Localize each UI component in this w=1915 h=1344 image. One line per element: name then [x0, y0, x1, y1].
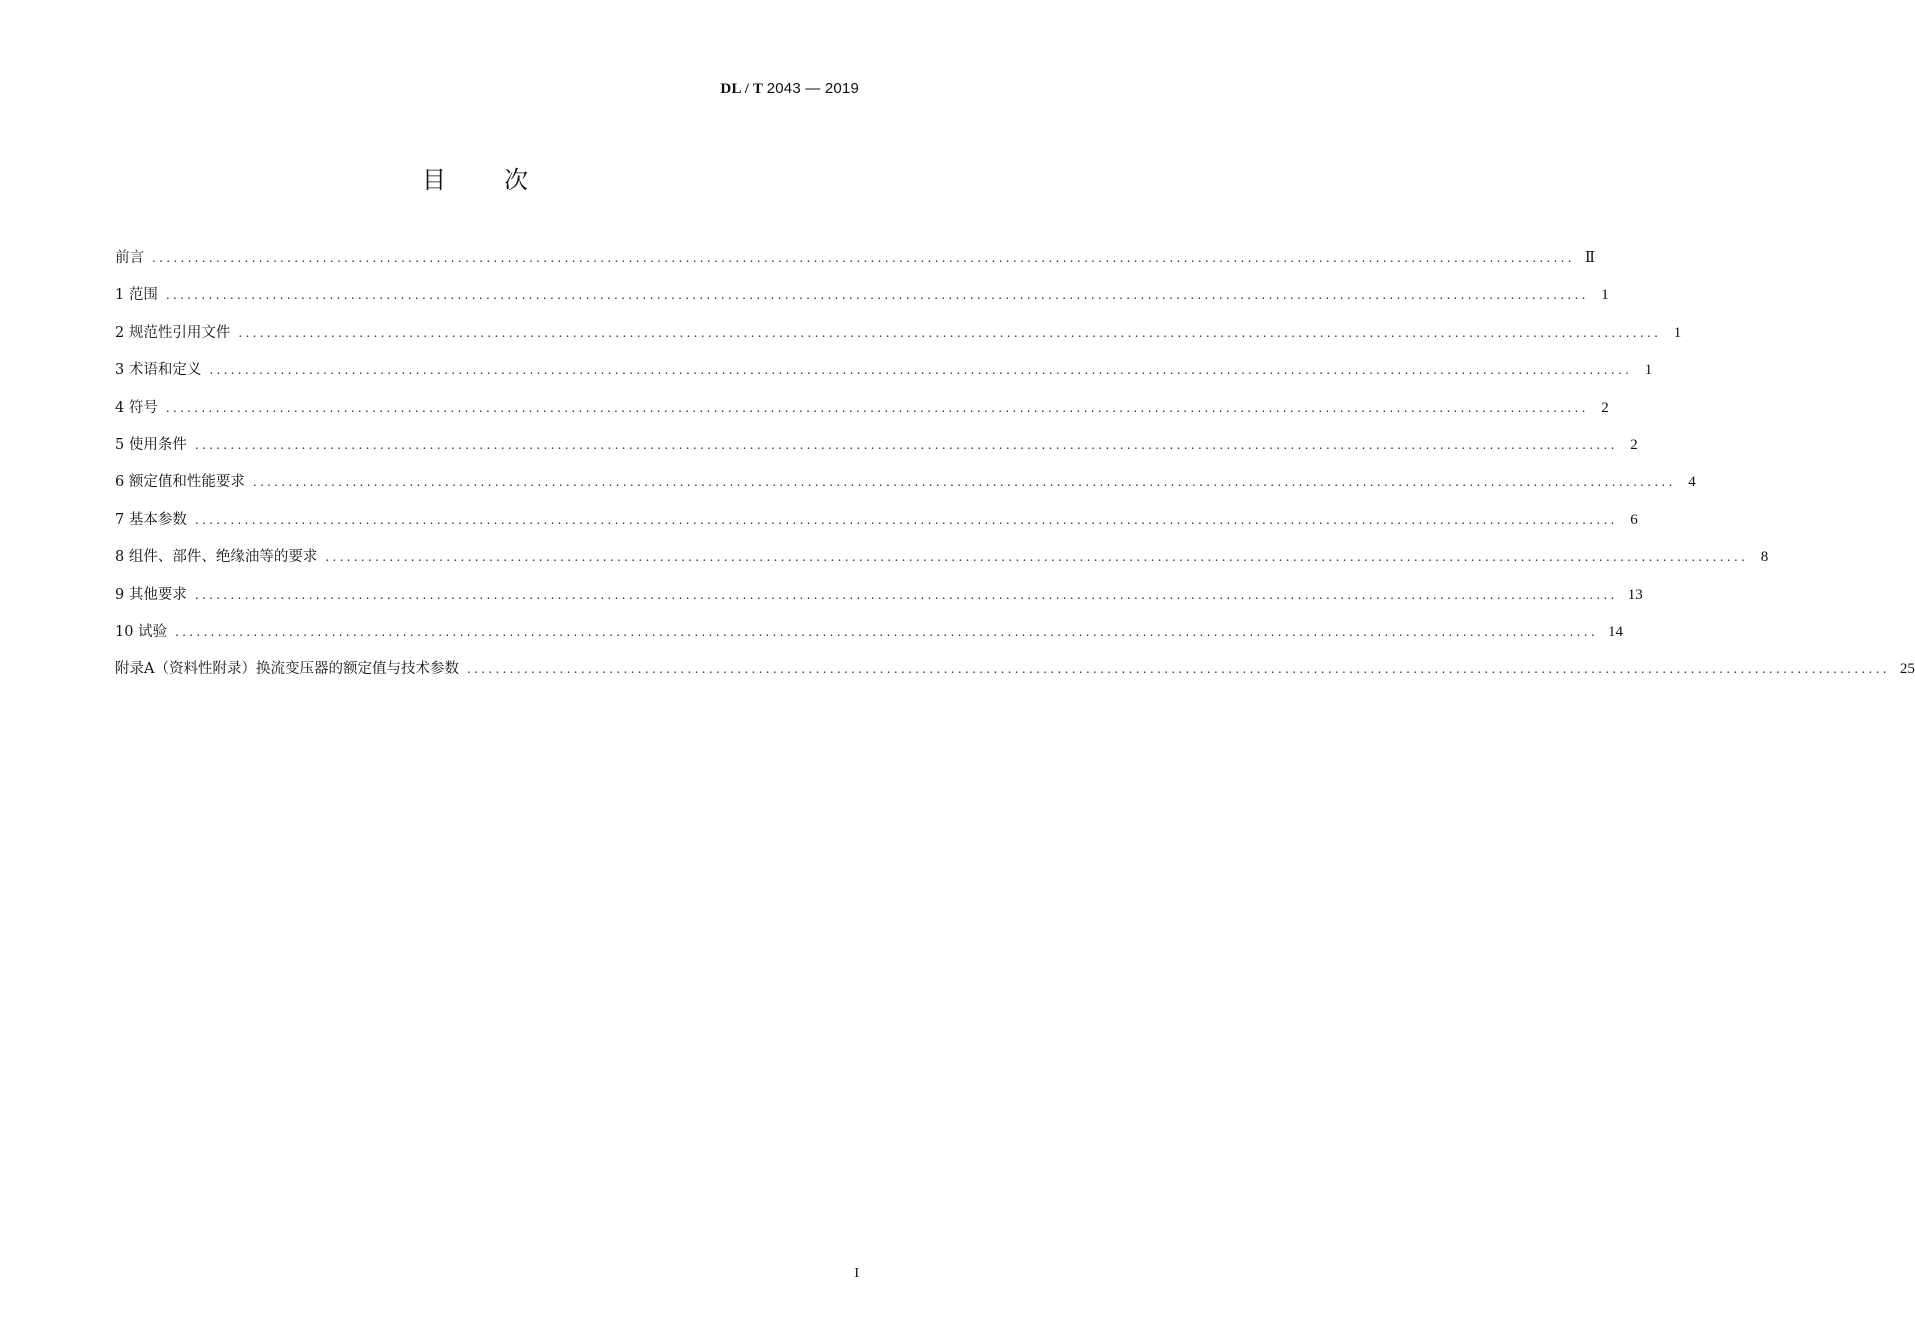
toc-entry-appendix-a[interactable] — [115, 657, 1915, 694]
toc-entry-label: 前言 — [115, 250, 144, 266]
toc-entry-label: 5 使用条件 — [115, 436, 187, 453]
toc-entry-page: 14 — [1607, 623, 1623, 640]
toc-entry-8[interactable] — [115, 545, 1769, 582]
toc-entry-page: 2 — [1601, 399, 1609, 416]
toc-leader-dots: ........................................................................................................................................................................................................ — [238, 325, 1662, 340]
toc-entry-label: 10 试验 — [115, 623, 168, 640]
toc-entry-3[interactable] — [115, 358, 1653, 395]
toc-entry-label: 9 其他要求 — [115, 586, 187, 603]
toc-entry-page: 4 — [1688, 474, 1696, 491]
page-title: 目次 — [422, 166, 586, 194]
toc-entry-page: 1 — [1673, 324, 1682, 341]
table-of-contents — [115, 246, 1915, 695]
toc-entry-label: 6 额定值和性能要求 — [115, 474, 245, 491]
toc-entry-preface[interactable] — [115, 246, 1596, 283]
toc-leader-dots: ........................................................................................................................................................................................................ — [466, 662, 1890, 677]
toc-entry-label: 7 基本参数 — [115, 511, 187, 528]
toc-leader-dots: ........................................................................................................................................................................................................ — [152, 251, 1575, 265]
toc-entry-label: 2 规范性引用文件 — [115, 324, 231, 341]
toc-entry-6[interactable] — [115, 470, 1696, 507]
toc-leader-dots: ........................................................................................................................................................................................................ — [175, 624, 1598, 639]
toc-entry-7[interactable] — [115, 508, 1638, 545]
toc-entry-label: 8 组件、部件、绝缘油等的要求 — [115, 549, 318, 566]
standard-year-number: 2043 — 2019 — [766, 80, 859, 97]
toc-entry-9[interactable] — [115, 583, 1643, 620]
toc-entry-page: 25 — [1899, 661, 1915, 678]
toc-entry-page: 13 — [1627, 586, 1643, 603]
toc-entry-label: 4 符号 — [115, 399, 158, 416]
toc-entry-label: 1 范围 — [115, 287, 158, 304]
toc-leader-dots: ........................................................................................................................................................................................................ — [194, 587, 1618, 602]
toc-entry-5[interactable] — [115, 433, 1638, 470]
toc-leader-dots: ........................................................................................................................................................................................................ — [194, 437, 1618, 452]
toc-leader-dots: ........................................................................................................................................................................................................ — [252, 475, 1676, 490]
toc-entry-page: 1 — [1644, 362, 1653, 379]
toc-entry-4[interactable] — [115, 396, 1609, 433]
standard-number-header — [720, 80, 859, 98]
page-number: I — [854, 1266, 859, 1281]
toc-leader-dots: ........................................................................................................................................................................................................ — [209, 363, 1633, 378]
toc-entry-page: 8 — [1760, 549, 1769, 566]
toc-leader-dots: ........................................................................................................................................................................................................ — [165, 400, 1589, 415]
toc-entry-page: 2 — [1630, 436, 1638, 453]
toc-leader-dots: ........................................................................................................................................................................................................ — [165, 288, 1589, 303]
toc-entry-page: 1 — [1601, 287, 1609, 304]
toc-entry-2[interactable] — [115, 321, 1682, 358]
standard-code: DL / T — [720, 81, 763, 97]
toc-entry-label: 附录A（资料性附录）换流变压器的额定值与技术参数 — [115, 661, 459, 678]
toc-leader-dots: ........................................................................................................................................................................................................ — [194, 512, 1618, 527]
toc-entry-1[interactable] — [115, 283, 1609, 320]
toc-entry-label: 3 术语和定义 — [115, 362, 202, 379]
toc-entry-page: Ⅱ — [1584, 250, 1596, 266]
toc-entry-10[interactable] — [115, 620, 1623, 657]
toc-leader-dots: ........................................................................................................................................................................................................ — [325, 550, 1749, 565]
toc-entry-page: 6 — [1630, 511, 1638, 528]
